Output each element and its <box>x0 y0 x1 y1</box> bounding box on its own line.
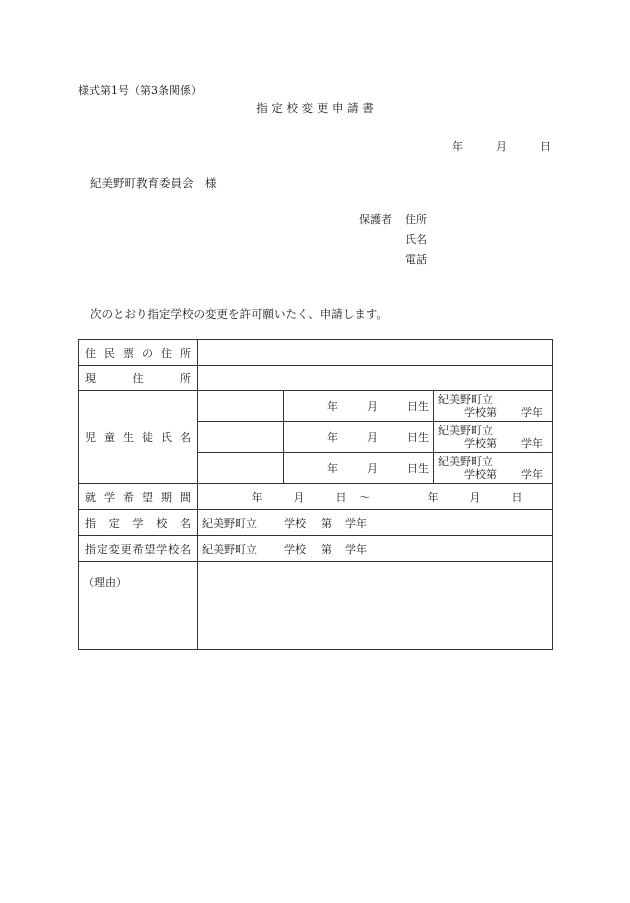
period-year-start: 年 <box>251 490 263 504</box>
reason-label: （理由） <box>79 562 198 650</box>
period-tilde: ～ <box>359 490 371 504</box>
child-name-field[interactable] <box>198 453 284 484</box>
child-dob-field[interactable] <box>284 391 434 422</box>
school-town: 紀美野町立 <box>438 393 493 406</box>
school-town: 紀美野町立 <box>438 455 493 468</box>
resident-address-field[interactable] <box>198 340 553 366</box>
school-ordinal: 第 <box>321 542 332 556</box>
table-row <box>79 366 553 391</box>
dob-year: 年 <box>327 431 338 444</box>
designated-school-field[interactable] <box>198 510 553 536</box>
current-address-label: 現 住 所 <box>79 366 198 391</box>
table-row <box>79 562 553 650</box>
table-row <box>79 340 553 366</box>
dob-suffix: 日生 <box>407 462 429 475</box>
period-day-end: 日 <box>511 490 523 504</box>
form-number: 様式第1号（第3条関係） <box>78 84 202 97</box>
child-dob-field[interactable] <box>284 422 434 453</box>
dob-month: 月 <box>367 462 378 475</box>
date-day: 日 <box>540 140 551 153</box>
resident-address-label: 住 民 票 の 住 所 <box>79 340 198 366</box>
dob-month: 月 <box>367 400 378 413</box>
period-month-end: 月 <box>469 490 481 504</box>
school-grade: 学年 <box>521 406 543 419</box>
school-town: 紀美野町立 <box>202 542 257 556</box>
application-table <box>78 339 553 650</box>
child-school-field[interactable] <box>434 422 553 453</box>
school-word: 学校 <box>284 542 306 556</box>
dob-year: 年 <box>327 400 338 413</box>
child-dob-field[interactable] <box>284 453 434 484</box>
child-name-label: 児 童 生 徒 氏 名 <box>79 391 198 484</box>
intro-text: 次のとおり指定学校の変更を許可願いたく、申請します。 <box>90 307 388 321</box>
school-town: 紀美野町立 <box>438 424 493 437</box>
dob-year: 年 <box>327 462 338 475</box>
period-month-start: 月 <box>293 490 305 504</box>
school-town: 紀美野町立 <box>202 516 257 530</box>
date-year: 年 <box>452 140 463 153</box>
child-name-field[interactable] <box>198 391 284 422</box>
addressee: 紀美野町教育委員会 様 <box>90 176 217 190</box>
current-address-field[interactable] <box>198 366 553 391</box>
desired-school-label: 指定変更希望学校名 <box>79 536 198 562</box>
guardian-name-label: 氏名 <box>405 233 427 246</box>
period-year-end: 年 <box>427 490 439 504</box>
school-grade: 学年 <box>345 542 367 556</box>
dob-suffix: 日生 <box>407 431 429 444</box>
period-field[interactable] <box>198 484 553 510</box>
school-name-suffix: 学校第 <box>464 468 497 481</box>
child-name-field[interactable] <box>198 422 284 453</box>
school-name-suffix: 学校第 <box>464 406 497 419</box>
school-word: 学校 <box>284 516 306 530</box>
school-grade: 学年 <box>345 516 367 530</box>
reason-field[interactable] <box>198 562 553 650</box>
dob-suffix: 日生 <box>407 400 429 413</box>
school-grade: 学年 <box>521 468 543 481</box>
guardian-phone-label: 電話 <box>405 253 427 266</box>
table-row <box>79 510 553 536</box>
school-grade: 学年 <box>521 437 543 450</box>
period-day-start: 日 <box>335 490 347 504</box>
table-row <box>79 536 553 562</box>
child-school-field[interactable] <box>434 391 553 422</box>
designated-school-label: 指 定 学 校 名 <box>79 510 198 536</box>
period-label: 就 学 希 望 期 間 <box>79 484 198 510</box>
table-row <box>79 484 553 510</box>
guardian-address-label: 住所 <box>405 213 427 226</box>
application-date <box>452 138 551 154</box>
child-school-field[interactable] <box>434 453 553 484</box>
school-name-suffix: 学校第 <box>464 437 497 450</box>
date-month: 月 <box>496 140 507 153</box>
guardian-label: 保護者 <box>359 213 392 226</box>
table-row <box>79 391 553 422</box>
desired-school-field[interactable] <box>198 536 553 562</box>
document-title: 指 定 校 変 更 申 請 書 <box>256 101 374 115</box>
dob-month: 月 <box>367 431 378 444</box>
school-ordinal: 第 <box>321 516 332 530</box>
